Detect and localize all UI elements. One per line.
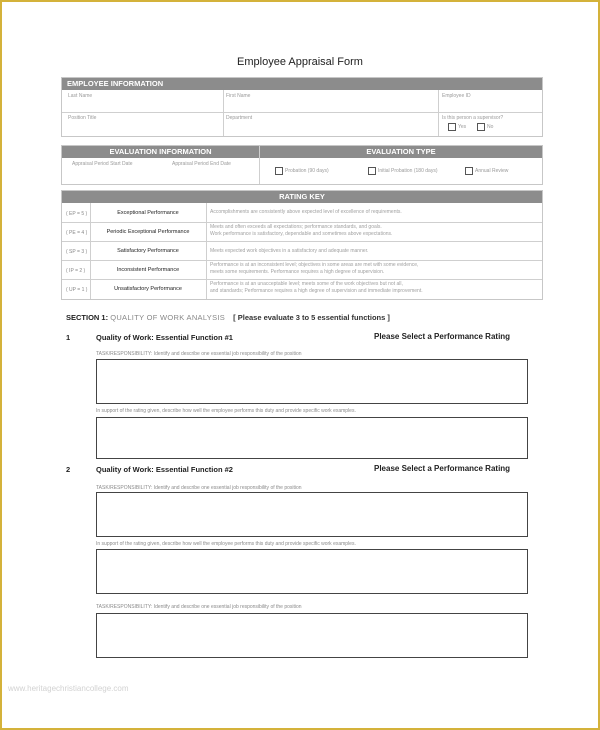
question-2-rating-select[interactable]: Please Select a Performance Rating xyxy=(374,464,511,473)
supervisor-no-checkbox[interactable] xyxy=(477,123,485,131)
rating-code-ip: ( IP = 2 ) xyxy=(66,268,86,274)
question-1-task-prompt: TASK/RESPONSIBILITY: Identify and describe one essential job responsibility of the position xyxy=(96,351,302,357)
question-1-support-prompt: In support of the rating given, describe how well the employee performs this duty and provide specific work examples. xyxy=(96,408,356,414)
form-title: Employee Appraisal Form xyxy=(237,56,363,68)
period-end-field[interactable]: Appraisal Period End Date xyxy=(172,161,231,167)
probation-90-label: Probation (90 days) xyxy=(285,168,329,174)
divider xyxy=(62,112,542,113)
rating-desc-sp: Meets expected work objectives in a satisfactory and adequate manner. xyxy=(210,248,369,254)
question-1-number: 1 xyxy=(66,333,71,342)
rating-code-sp: ( SP = 3 ) xyxy=(66,249,88,255)
rating-code-up: ( UP = 1 ) xyxy=(66,287,88,293)
rating-key-table xyxy=(61,190,543,300)
rating-code-pe: ( PE = 4 ) xyxy=(66,230,88,236)
first-name-field[interactable]: First Name xyxy=(226,93,251,99)
supervisor-yes-label: Yes xyxy=(458,124,467,130)
supervisor-no-label: No xyxy=(487,124,494,130)
watermark: www.heritagechristiancollege.com xyxy=(8,684,129,693)
divider xyxy=(90,203,91,299)
department-field[interactable]: Department xyxy=(226,115,253,121)
divider xyxy=(206,203,207,299)
evaluation-table xyxy=(61,145,543,185)
employee-id-field[interactable]: Employee ID xyxy=(442,93,471,99)
evaluation-info-header: EVALUATION INFORMATION xyxy=(62,146,259,158)
last-name-field[interactable]: Last Name xyxy=(68,93,93,99)
employee-info-header: EMPLOYEE INFORMATION xyxy=(62,78,542,90)
evaluation-type-header: EVALUATION TYPE xyxy=(260,146,542,158)
rating-name-ip: Inconsistent Performance xyxy=(116,267,180,273)
divider xyxy=(62,279,542,280)
annual-review-label: Annual Review xyxy=(475,168,509,174)
rating-name-sp: Satisfactory Performance xyxy=(117,248,179,254)
probation-180-checkbox[interactable] xyxy=(368,167,376,175)
rating-desc-pe: Meets and often exceeds all expectations; performance standards, and goals. Work performance is satisfactory, dependable and sometimes above expectations. xyxy=(210,224,393,237)
employee-info-table xyxy=(61,77,543,137)
question-3-task-field[interactable] xyxy=(96,613,528,658)
probation-180-label: Initial Probation (180 days) xyxy=(378,168,438,174)
question-1-rating-select[interactable]: Please Select a Performance Rating xyxy=(374,332,511,341)
divider xyxy=(438,90,439,136)
question-3-task-prompt: TASK/RESPONSIBILITY: Identify and describe one essential job responsibility of the position xyxy=(96,604,302,610)
divider xyxy=(62,222,542,223)
question-2-task-prompt: TASK/RESPONSIBILITY: Identify and describe one essential job responsibility of the position xyxy=(96,485,302,491)
question-2-support-field[interactable] xyxy=(96,549,528,594)
rating-code-ep: ( EP = 5 ) xyxy=(66,211,88,217)
divider xyxy=(62,241,542,242)
divider xyxy=(62,260,542,261)
annual-review-checkbox[interactable] xyxy=(465,167,473,175)
position-title-field[interactable]: Position Title xyxy=(68,115,97,121)
section-note: [ Please evaluate 3 to 5 essential functions ] xyxy=(233,313,390,322)
period-start-field[interactable]: Appraisal Period Start Date xyxy=(72,161,133,167)
supervisor-yes-checkbox[interactable] xyxy=(448,123,456,131)
rating-desc-ip: Performance is at an inconsistent level; objectives in some areas are met with some evidence, meets some requirements. Performance requires a high degree of supervision. xyxy=(210,262,419,275)
section-label: SECTION 1: xyxy=(66,313,109,322)
question-2-number: 2 xyxy=(66,465,71,474)
question-2-support-prompt: In support of the rating given, describe how well the employee performs this duty and provide specific work examples. xyxy=(96,541,356,547)
question-1-support-field[interactable] xyxy=(96,417,528,459)
rating-name-ep: Exceptional Performance xyxy=(117,210,179,216)
rating-desc-up: Performance is at an unacceptable level; meets some of the work objectives but not all, and standards; Performance requires a high degree of supervision and immediate improvement. xyxy=(210,281,423,294)
rating-name-pe: Periodic Exceptional Performance xyxy=(106,229,190,235)
supervisor-question: Is this person a supervisor? xyxy=(442,115,504,121)
divider xyxy=(259,146,260,184)
probation-90-checkbox[interactable] xyxy=(275,167,283,175)
rating-desc-ep: Accomplishments are consistently above expected level of excellence of requirements. xyxy=(210,209,402,215)
section-header xyxy=(66,313,390,322)
question-2-task-field[interactable] xyxy=(96,492,528,537)
rating-name-up: Unsatisfactory Performance xyxy=(114,286,182,292)
question-1-task-field[interactable] xyxy=(96,359,528,404)
divider xyxy=(223,90,224,136)
section-name: QUALITY OF WORK ANALYSIS xyxy=(110,313,226,322)
question-2-title: Quality of Work: Essential Function #2 xyxy=(96,465,233,474)
rating-key-header: RATING KEY xyxy=(62,191,542,203)
question-1-title: Quality of Work: Essential Function #1 xyxy=(96,333,233,342)
